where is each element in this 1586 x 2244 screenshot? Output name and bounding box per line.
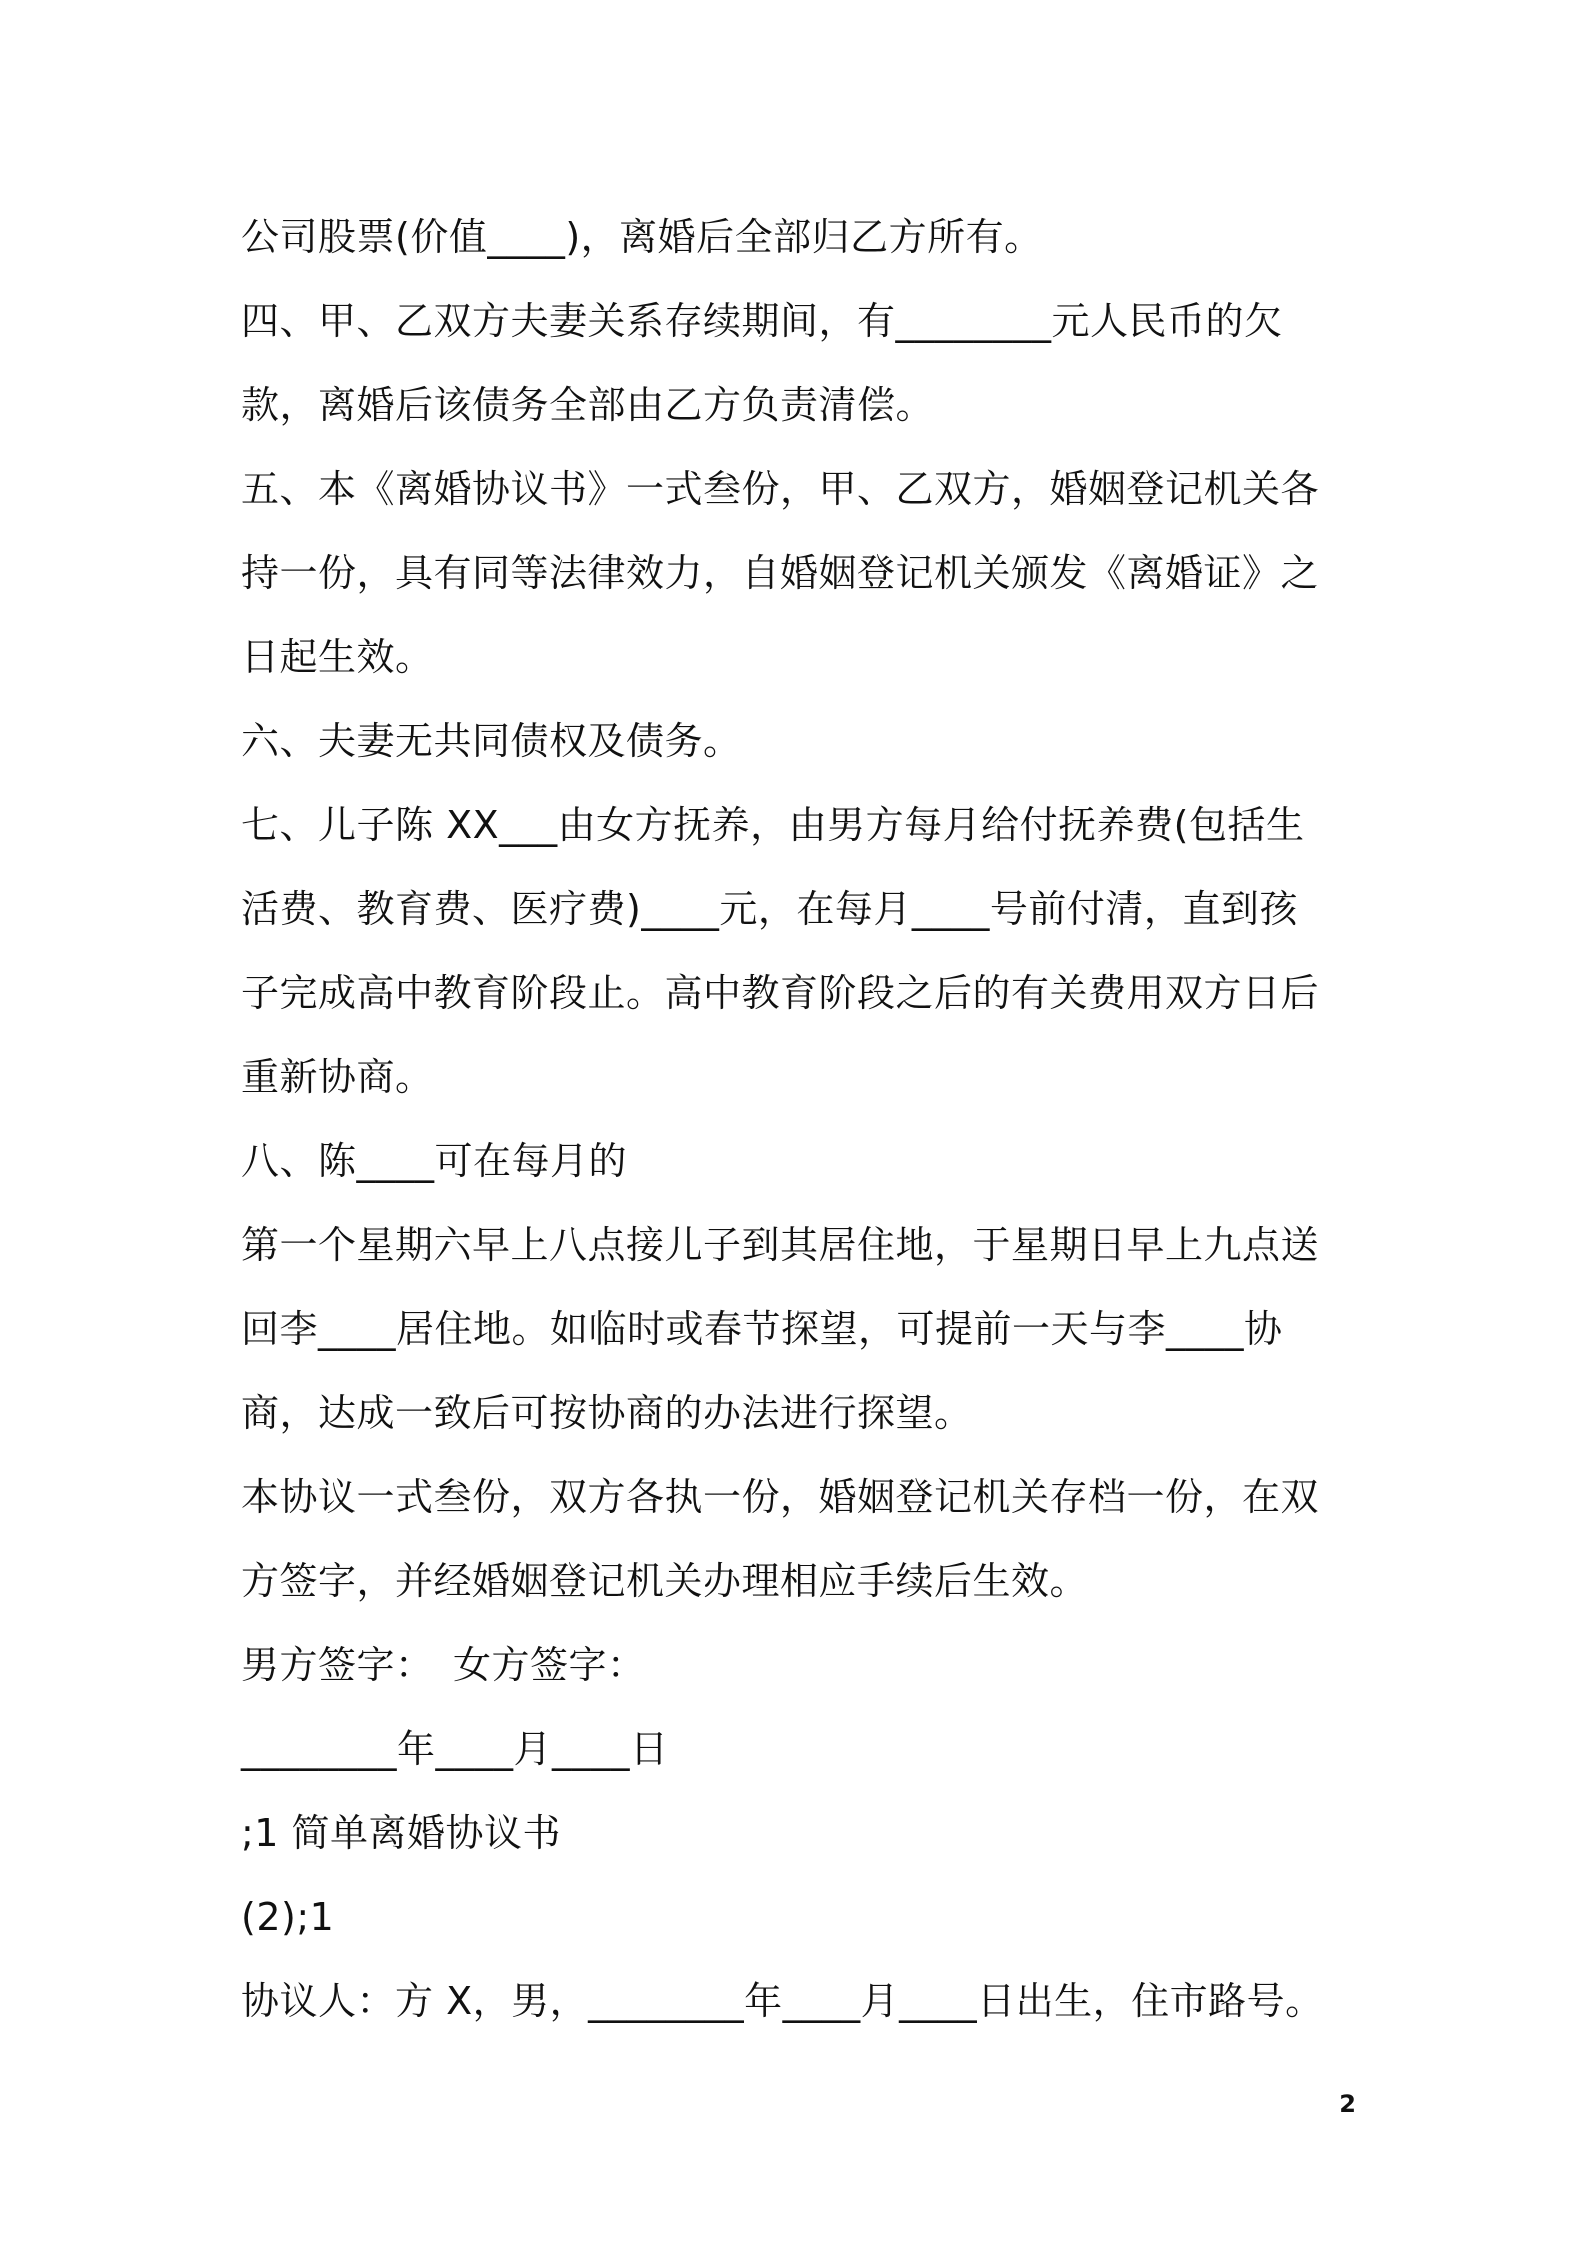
text-line: 六、夫妻无共同债权及债务。 bbox=[241, 719, 742, 763]
text-line: 商，达成一致后可按协商的办法进行探望。 bbox=[241, 1391, 973, 1435]
text-line: 本协议一式叁份，双方各执一份，婚姻登记机关存档一份，在双 bbox=[241, 1475, 1320, 1519]
text-line: (2);1 bbox=[241, 1895, 335, 1939]
text-line: 子完成高中教育阶段止。高中教育阶段之后的有关费用双方日后 bbox=[241, 971, 1320, 1015]
signature-line: 男方签字： 女方签字： bbox=[241, 1643, 646, 1687]
text-line: 八、陈____可在每月的 bbox=[241, 1139, 628, 1183]
text-line: 第一个星期六早上八点接儿子到其居住地，于星期日早上九点送 bbox=[241, 1223, 1320, 1267]
text-line: 持一份，具有同等法律效力，自婚姻登记机关颁发《离婚证》之 bbox=[241, 551, 1320, 595]
text-line: 款，离婚后该债务全部由乙方负责清偿。 bbox=[241, 383, 935, 427]
text-line: 七、儿子陈 XX___由女方抚养，由男方每月给付抚养费(包括生 bbox=[241, 803, 1305, 847]
text-line: 四、甲、乙双方夫妻关系存续期间，有________元人民币的欠 bbox=[241, 299, 1283, 343]
text-line: 协议人：方 X，男，________年____月____日出生，住市路号。 bbox=[241, 1979, 1324, 2023]
text-line: 方签字，并经婚姻登记机关办理相应手续后生效。 bbox=[241, 1559, 1089, 1603]
text-line: 活费、教育费、医疗费)____元，在每月____号前付清，直到孩 bbox=[241, 887, 1298, 931]
text-line: 回李____居住地。如临时或春节探望，可提前一天与李____协 bbox=[241, 1307, 1283, 1351]
text-line: 重新协商。 bbox=[241, 1055, 434, 1099]
text-line: 五、本《离婚协议书》一式叁份，甲、乙双方，婚姻登记机关各 bbox=[241, 467, 1320, 511]
date-line: ________年____月____日 bbox=[241, 1727, 669, 1771]
text-line: 日起生效。 bbox=[241, 635, 434, 679]
page-number: 2 bbox=[1339, 2090, 1356, 2118]
section-heading: ;1 简单离婚协议书 bbox=[241, 1811, 562, 1855]
text-line: 公司股票(价值____)，离婚后全部归乙方所有。 bbox=[241, 215, 1043, 259]
document-body bbox=[241, 195, 1361, 2043]
